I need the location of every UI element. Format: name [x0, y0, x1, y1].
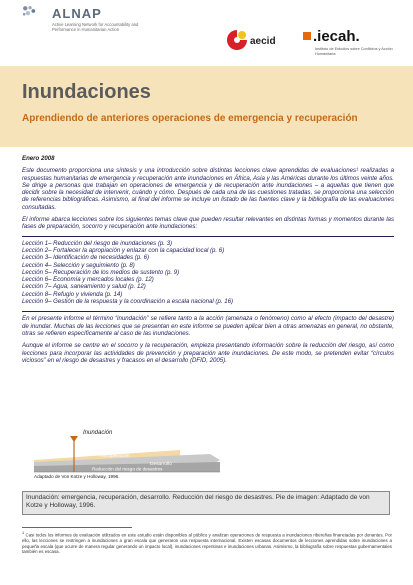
lesson-item: Lección 3– Identificación de necesidades (p. 6) [22, 254, 150, 262]
aecid-mark-icon [225, 28, 249, 52]
lessons-list [22, 240, 394, 306]
alnap-mark-icon [22, 4, 36, 18]
footnote-marker: 1 [22, 531, 25, 535]
publication-date: Enero 2008 [22, 155, 55, 162]
term-paragraph: En el presente informe el término “inundación” se refiere tanto a la acción (amenaza o fenómeno) como al efecto (impacto del desastre) de inundar. Muchas de las lecciones que se presentan en este informe se pueden aplicar bien a otras amenazas en general, no obstante, otras se refieren específicamente al caso de las inundaciones. [22, 315, 394, 337]
lesson-item: Lección 4– Selección y seguimiento (p. 8) [22, 261, 135, 269]
iecah-wordmark: .iecah. [313, 28, 360, 45]
scope-paragraph: El informe abarca lecciones sobre los siguientes temas clave que pueden resultar relevantes en distintas formas y momentos durante las fases de preparación, socorro y recuperación ante inundaciones: [22, 216, 394, 231]
intro-paragraph: Este documento proporciona una síntesis y una introducción sobre distintas lecciones clave aprendidas de evaluaciones¹ realizadas a respuestas humanitarias de emergencia y recuperación ante inundaciones en África, Asia y las Américas durante los últimos veinte años. Se dirige a personas que trabajan en operaciones de emergencia y de recuperación ante inundaciones – a aquellas que tienen que decidir sobre la necesidad de intervenir, cuándo y cómo. Después de cada una de las cuestiones tratadas, se proporciona una selección de referencias bibliográficas. Asimismo, al final del informe se incluye un listado de las fuentes clave y la bibliografía de las evaluaciones consultadas. [22, 167, 394, 211]
lesson-item: Lección 2– Fortalecer la apropiación y enlazar con la capacidad local (p. 6) [22, 246, 225, 254]
figure-credit: Adaptado de Von Kotze y Holloway, 1996. [34, 474, 120, 479]
footnote-rule [22, 527, 132, 528]
page-subtitle: Aprendiendo de anteriores operaciones de emergencia y recuperación [22, 113, 358, 124]
page-title: Inundaciones [22, 81, 151, 103]
lesson-item: Lección 6– Economía y mercados locales (p. 12) [22, 276, 154, 284]
band-label-recovery: Recuperación [100, 454, 130, 459]
disaster-cycle-figure [30, 428, 240, 486]
alnap-tagline: Active Learning Network for Accountability and Performance in Humanitarian Action [52, 22, 139, 33]
lesson-item: Lección 1– Reducción del riesgo de inundaciones (p. 3) [22, 239, 173, 247]
lessons-bottom-rule [22, 311, 394, 312]
lesson-item: Lección 8– Refugio y vivienda (p. 14) [22, 290, 123, 298]
flood-marker-arrow-icon [70, 436, 78, 442]
band-label-development: Desarrollo [150, 462, 172, 467]
lesson-item: Lección 7– Agua, saneamiento y salud (p. 12) [22, 283, 146, 291]
logo-bar [0, 0, 413, 66]
alnap-wordmark: ALNAP [52, 6, 102, 21]
footnote-text: Casi todos los informes de evaluación utilizados en este estudio están disponibles al público y analizan operaciones de respuesta a inundaciones ribereñas financiadas por donantes. Por ello, las lecciones se restringen a inundaciones a gran escala que generaron una respuesta internacional. Existen escasas documentos de lecciones aprendidas sobre inundaciones a pequeña escala (que ocurre de manera regular generando un impacto local), inundaciones repentinas e inundaciones urbanas. Asimismo, la bibliografía sobre respuestas gubernamentales también es escasa. [22, 532, 392, 555]
lesson-item: Lección 9– Gestión de la respuesta y la coordinación a escala nacional (p. 16) [22, 298, 234, 306]
lesson-item: Lección 5– Recuperación de los medios de sustento (p. 9) [22, 268, 180, 276]
band-label-risk-reduction: Reducción del riesgo de desastres [92, 466, 163, 472]
aecid-wordmark: aecid [250, 36, 276, 47]
figure-flood-label: Inundación [83, 430, 113, 436]
iecah-tagline: Instituto de Estudios sobre Conflictos y Acción Humanitaria [315, 47, 393, 56]
main-content [22, 155, 394, 369]
iecah-mark-icon [303, 32, 311, 40]
footnote [22, 531, 392, 555]
focus-paragraph: Aunque el informe se centre en el socorro y la recuperación, empieza presentando información sobre la reducción del riesgo, así como lecciones para incorporar las actividades de prevención y preparación ante inundaciones. De este modo, se pretenden evitar “círculos viciosos” en el riesgo de desastres y fracasos en el desarrollo (DFID, 2005). [22, 342, 394, 364]
title-banner [0, 66, 413, 147]
lessons-top-rule [22, 236, 394, 237]
figure-caption: Inundación: emergencia, recuperación, desarrollo. Reducción del riesgo de desastres. Pie de imagen: Adaptado de von Kotze y Holloway, 1996. [22, 491, 390, 515]
